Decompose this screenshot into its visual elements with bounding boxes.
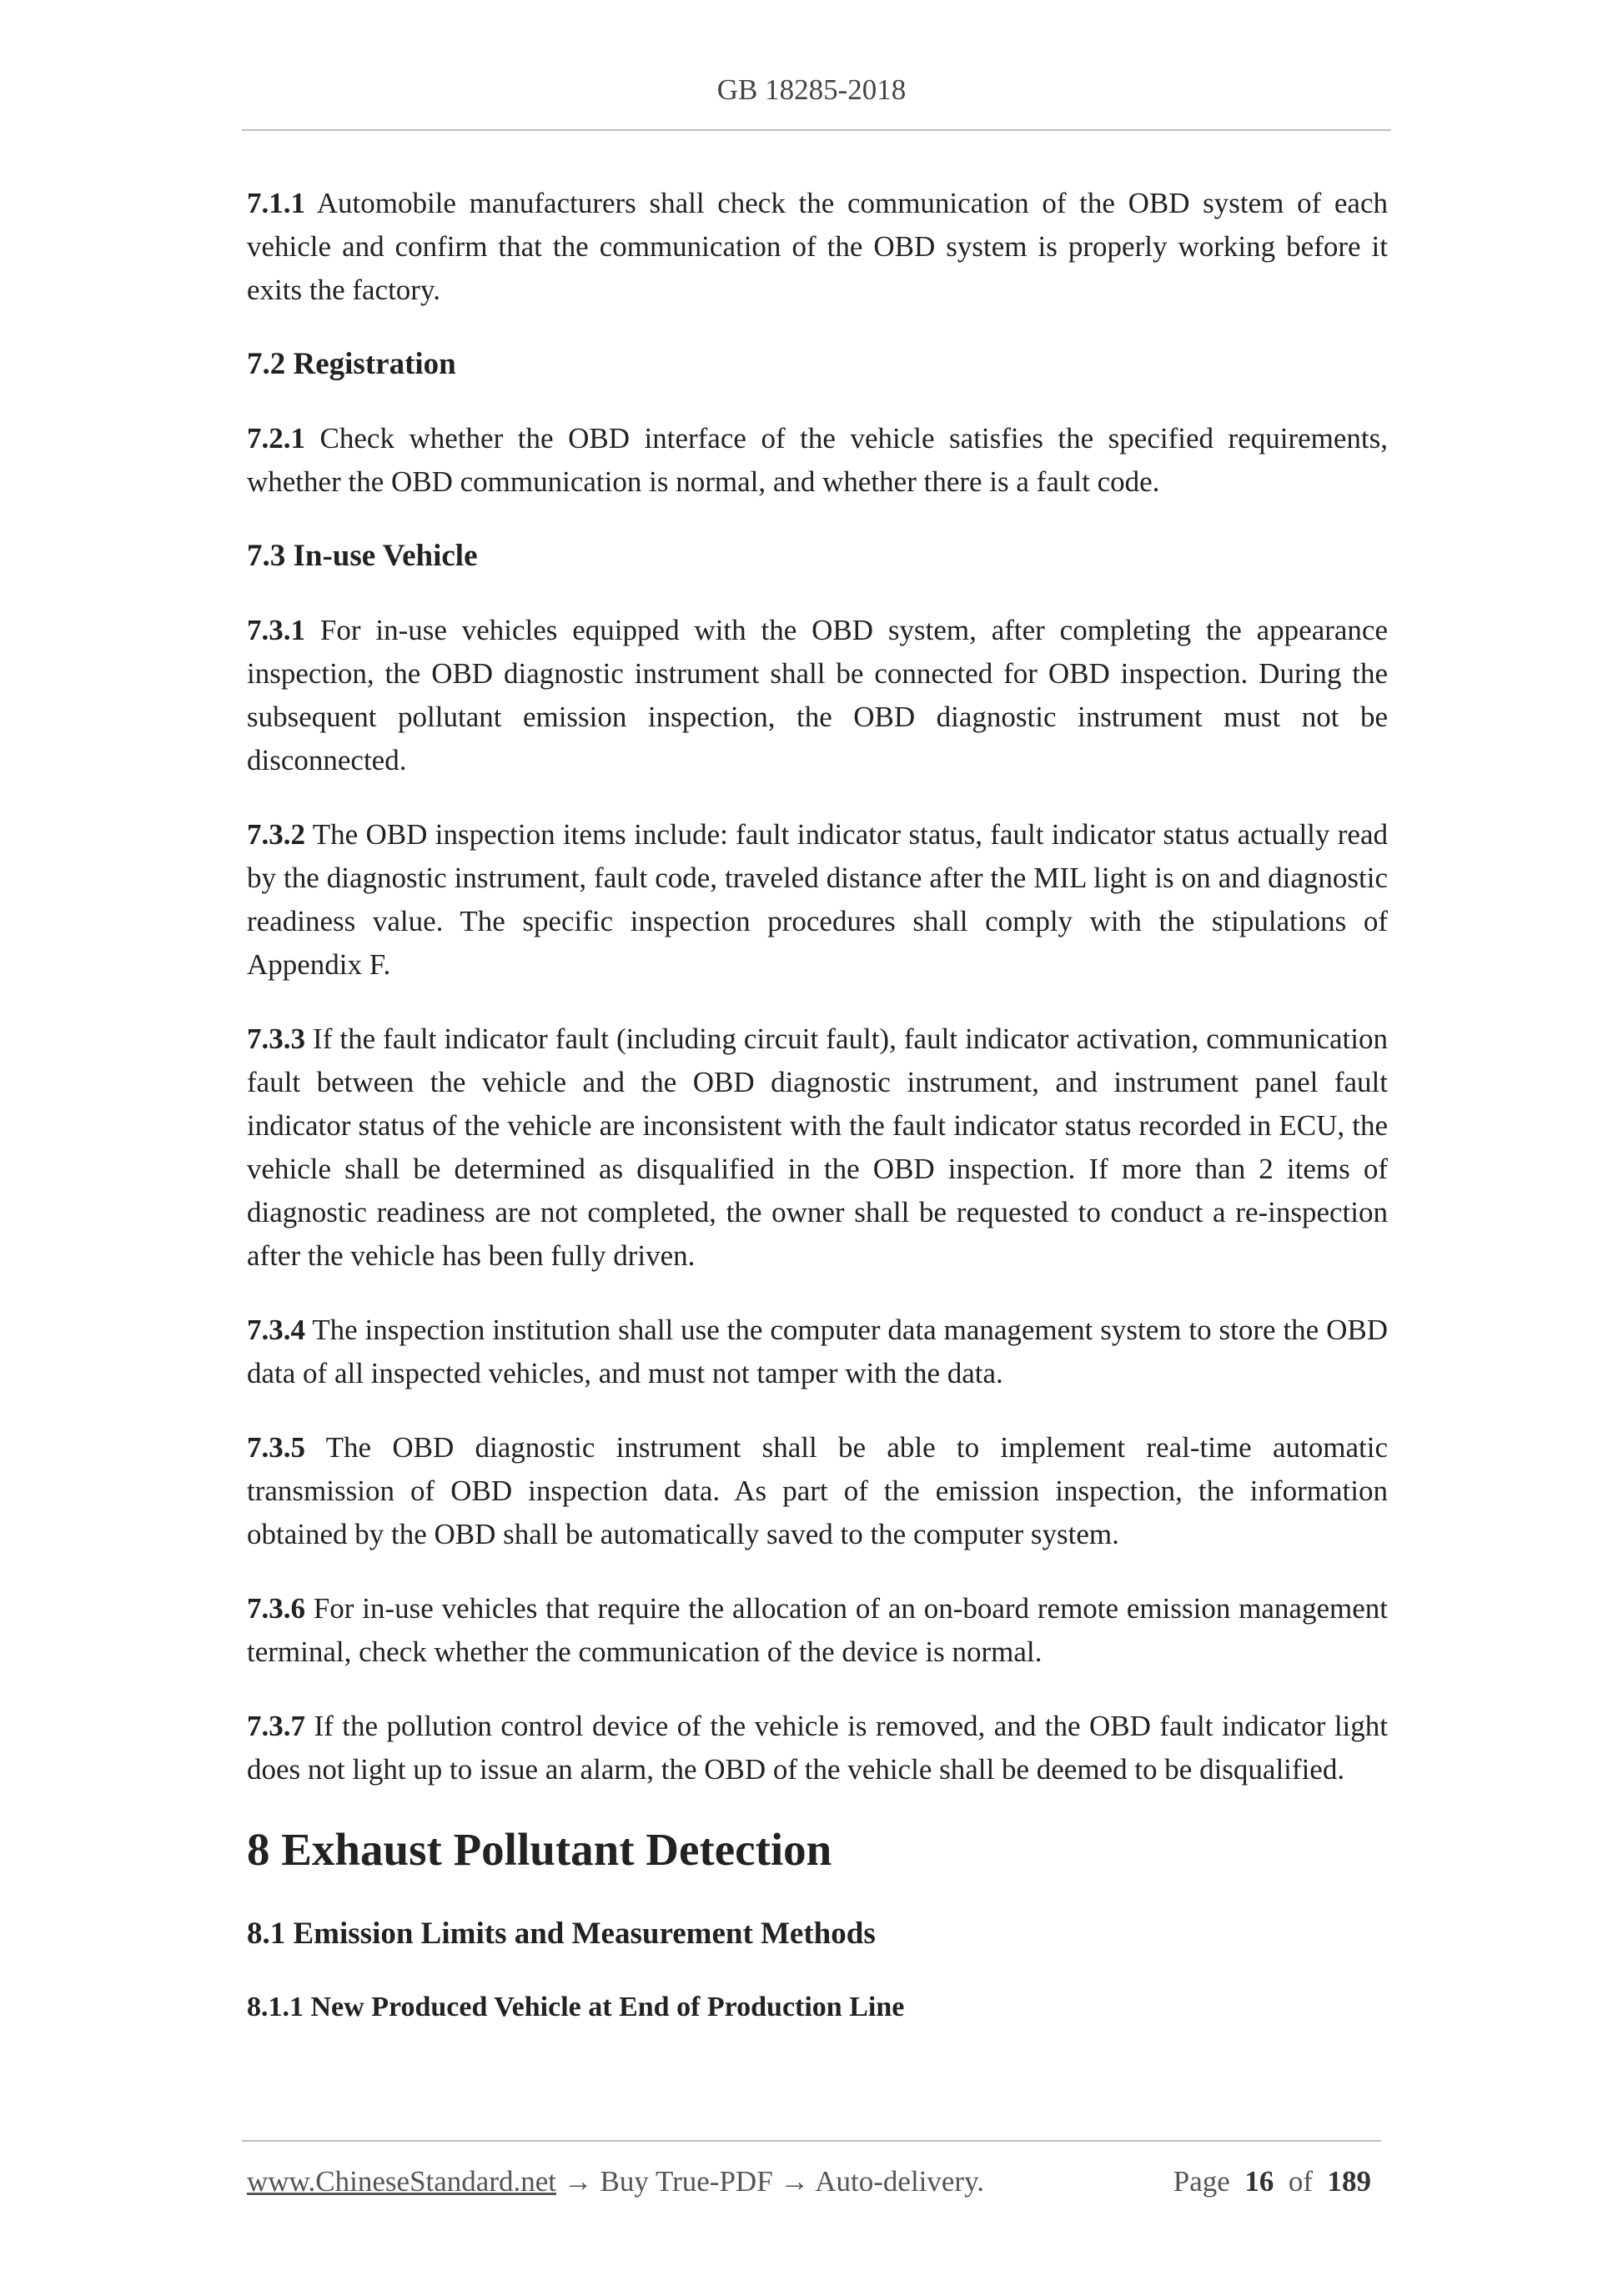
clause-number: 7.3.7 — [247, 1710, 305, 1742]
clause-7-1-1 — [247, 182, 1388, 312]
clause-text: If the pollution control device of the vehicle is removed, and the OBD fault indicator light does not light up to issue an alarm, the OBD of the vehicle shall be deemed to be disqualified. — [247, 1710, 1388, 1786]
clause-7-2-1 — [247, 417, 1388, 504]
page-label: Page — [1173, 2165, 1230, 2198]
clause-number: 7.3.6 — [247, 1592, 305, 1625]
clause-number: 7.3.3 — [247, 1022, 305, 1055]
website-link[interactable]: www.ChineseStandard.net — [247, 2165, 556, 2198]
clause-7-3-1 — [247, 609, 1388, 782]
header-divider — [242, 129, 1391, 131]
clause-number: 7.3.5 — [247, 1431, 305, 1464]
heading-7-3: 7.3 In-use Vehicle — [247, 539, 478, 573]
document-header: GB 18285-2018 — [716, 73, 907, 106]
arrow-right-icon: → — [772, 2165, 816, 2198]
buy-pdf-text: Buy True-PDF — [600, 2165, 773, 2198]
clause-7-3-6 — [247, 1587, 1388, 1674]
clause-text: For in-use vehicles that require the allocation of an on-board remote emission management terminal, check whether the communication of the device is normal. — [247, 1592, 1388, 1668]
clause-number: 7.3.4 — [247, 1314, 305, 1346]
current-page-number: 16 — [1244, 2165, 1274, 2198]
footer-promo — [247, 2165, 984, 2198]
heading-7-2: 7.2 Registration — [247, 347, 456, 381]
clause-text: If the fault indicator fault (including circuit fault), fault indicator activation, communication fault between the vehicle and the OBD diagnostic instrument, and instrument panel fault indicator status of the vehicle are inconsistent with the fault indicator status recorded in ECU, the vehicle shall be determined as disqualified in the OBD inspection. If more than 2 items of diagnostic readiness are not completed, the owner shall be requested to conduct a re-inspection after the vehicle has been fully driven. — [247, 1022, 1388, 1272]
heading-8-1: 8.1 Emission Limits and Measurement Methods — [247, 1917, 876, 1951]
clause-7-3-2 — [247, 813, 1388, 987]
clause-number: 7.3.1 — [247, 614, 305, 646]
page-body — [247, 182, 1388, 2059]
clause-7-3-5 — [247, 1426, 1388, 1556]
auto-delivery-text: Auto-delivery. — [815, 2165, 985, 2198]
clause-7-3-3 — [247, 1017, 1388, 1278]
clause-text: The OBD inspection items include: fault indicator status, fault indicator status actually read by the diagnostic instrument, fault code, traveled distance after the MIL light is on and diagnostic readiness value. The specific inspection procedures shall comply with the stipulations of Appendix F. — [247, 818, 1388, 981]
clause-number: 7.1.1 — [247, 187, 305, 219]
clause-number: 7.2.1 — [247, 422, 305, 455]
clause-text: The inspection institution shall use the computer data management system to store the OBD data of all inspected vehicles, and must not tamper with the data. — [247, 1314, 1388, 1389]
page-indicator — [1173, 2165, 1371, 2198]
chapter-heading-8: 8 Exhaust Pollutant Detection — [247, 1824, 832, 1875]
clause-number: 7.3.2 — [247, 818, 305, 851]
clause-7-3-4 — [247, 1309, 1388, 1395]
clause-text: For in-use vehicles equipped with the OBD system, after completing the appearance inspection, the OBD diagnostic instrument shall be connected for OBD inspection. During the subsequent pollutant emission inspection, the OBD diagnostic instrument must not be disconnected. — [247, 614, 1388, 776]
total-pages: 189 — [1327, 2165, 1371, 2198]
heading-8-1-1: 8.1.1 New Produced Vehicle at End of Production Line — [247, 1992, 905, 2022]
footer-divider — [242, 2140, 1381, 2142]
clause-7-3-7 — [247, 1705, 1388, 1791]
clause-text: Check whether the OBD interface of the vehicle satisfies the specified requirements, whether the OBD communication is normal, and whether there is a fault code. — [247, 422, 1388, 498]
clause-text: The OBD diagnostic instrument shall be able to implement real-time automatic transmission of OBD inspection data. As part of the emission inspection, the information obtained by the OBD shall be automatically saved to the computer system. — [247, 1431, 1388, 1550]
of-label: of — [1288, 2165, 1313, 2198]
clause-text: Automobile manufacturers shall check the communication of the OBD system of each vehicle and confirm that the communication of the OBD system is properly working before it exits the factory. — [247, 187, 1388, 306]
arrow-right-icon: → — [556, 2165, 600, 2198]
